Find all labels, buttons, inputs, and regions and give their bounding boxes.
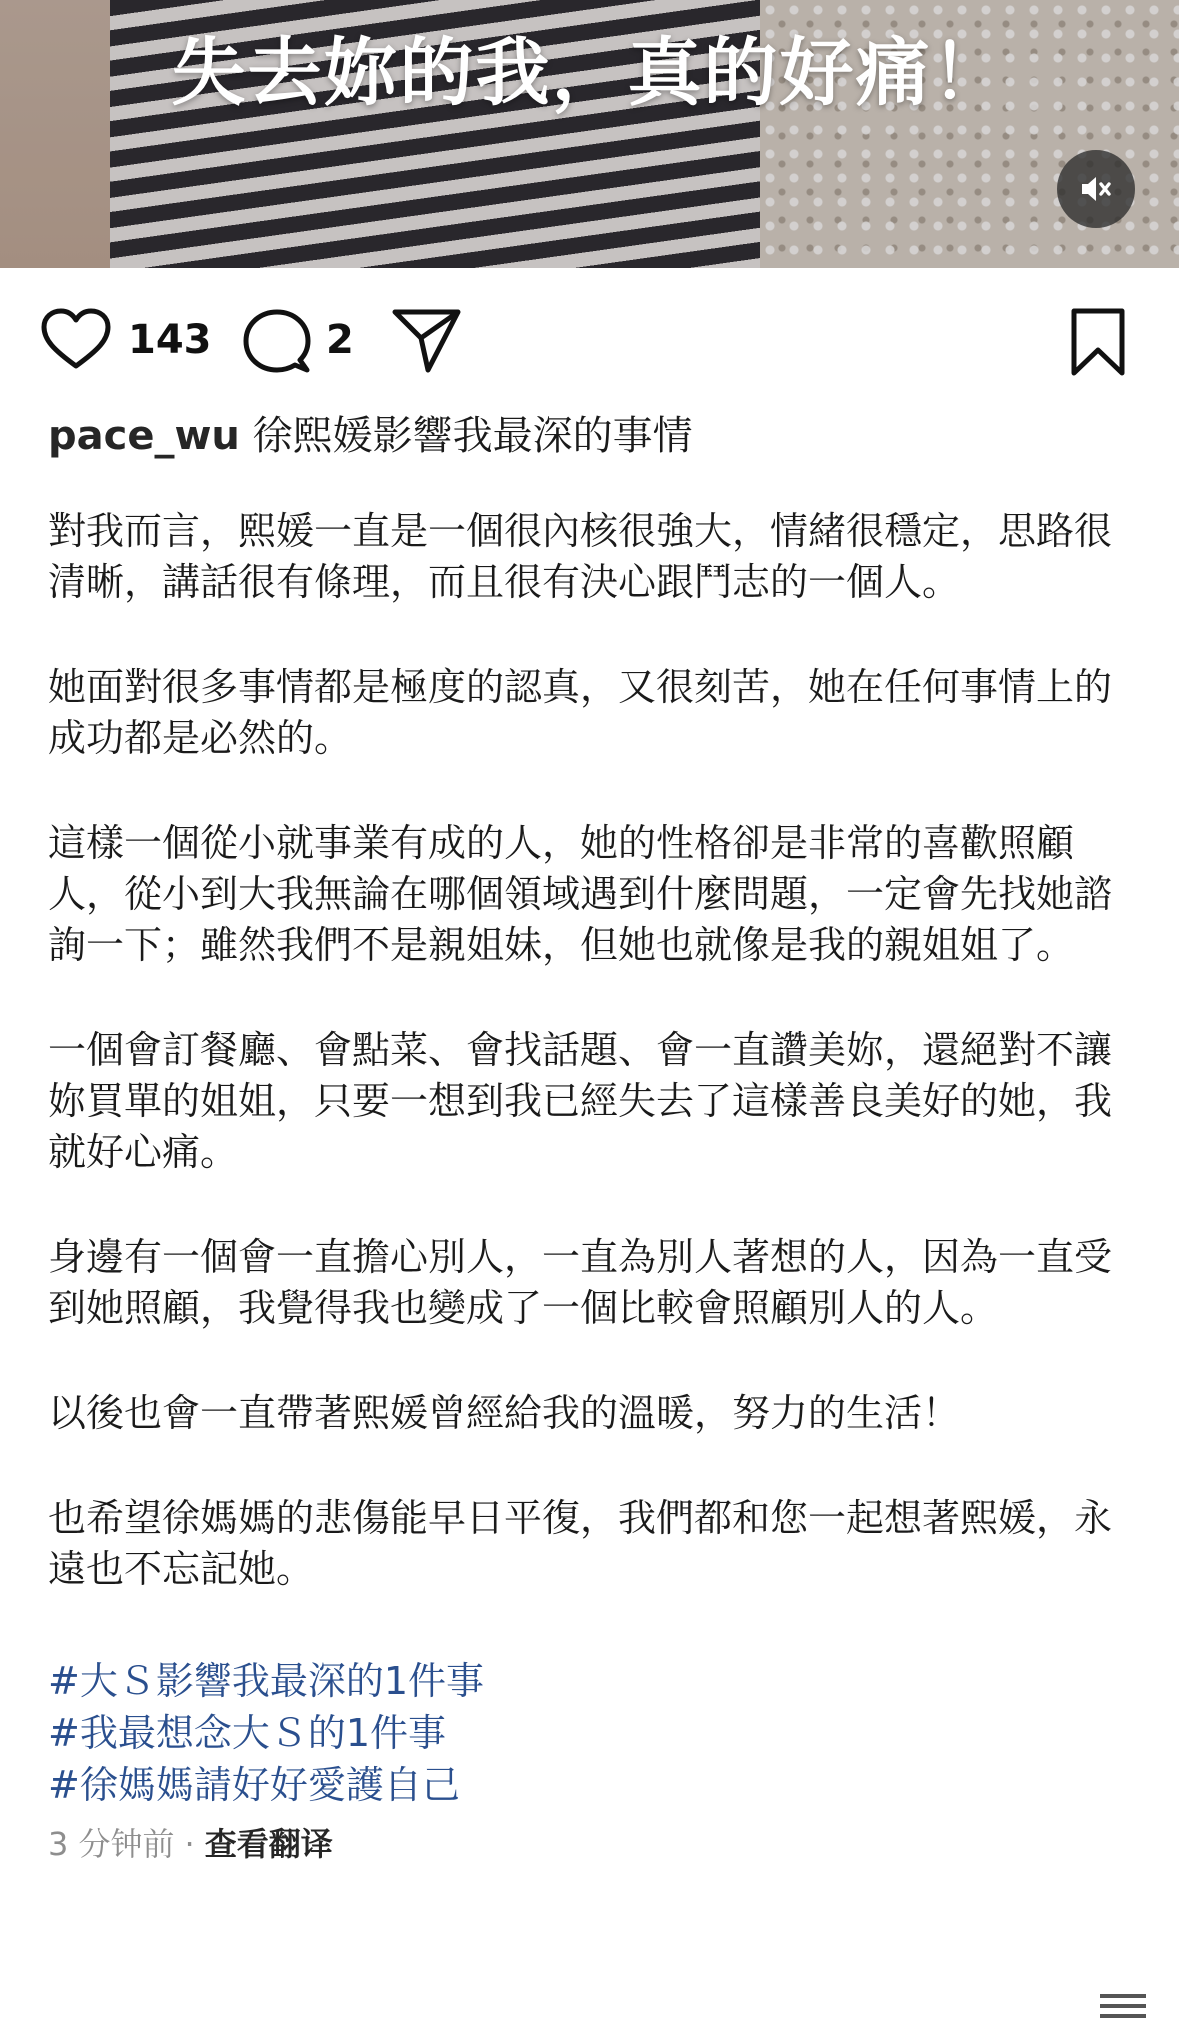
like-count[interactable]: 143 (128, 317, 212, 363)
video-player[interactable] (0, 0, 1179, 268)
hashtag-link[interactable]: #大Ｓ影響我最深的1件事 (48, 1659, 485, 1703)
paper-plane-icon[interactable] (390, 306, 464, 376)
caption-paragraph: 身邊有一個會一直擔心別人，一直為別人著想的人，因為一直受到她照顧，我覺得我也變成了一個比較會照顧別人的人。 (48, 1235, 1113, 1330)
bookmark-icon[interactable] (1068, 306, 1128, 378)
mute-button[interactable] (1057, 150, 1135, 228)
speaker-muted-icon (1076, 169, 1116, 209)
post-title: 徐熙媛影響我最深的事情 (252, 413, 693, 459)
hashtag-link[interactable]: #徐媽媽請好好愛護自己 (48, 1763, 460, 1807)
hashtag-list (48, 1655, 1138, 1811)
caption-paragraph: 她面對很多事情都是極度的認真，又很刻苦，她在任何事情上的成功都是必然的。 (48, 665, 1113, 760)
see-translation-button[interactable]: 查看翻译 (204, 1825, 333, 1863)
action-bar (0, 300, 1179, 380)
hamburger-menu-icon[interactable] (1100, 1993, 1146, 2019)
caption-paragraph: 也希望徐媽媽的悲傷能早日平復，我們都和您一起想著熙媛，永遠也不忘記她。 (48, 1496, 1113, 1591)
caption-paragraph: 以後也會一直帶著熙媛曾經給我的溫暖，努力的生活！ (48, 1391, 961, 1435)
caption-paragraph: 一個會訂餐廳、會點菜、會找話題、會一直讚美妳，還絕對不讓妳買單的姐姐，只要一想到我已經失去了這樣善良美好的她，我就好心痛。 (48, 1028, 1113, 1174)
video-caption: 失去妳的我，真的好痛！ (171, 30, 1008, 116)
hashtag-link[interactable]: #我最想念大Ｓ的1件事 (48, 1711, 447, 1755)
username-link[interactable]: pace_wu (48, 413, 240, 459)
comment-count[interactable]: 2 (326, 317, 354, 363)
separator-dot: · (184, 1825, 195, 1863)
heart-icon[interactable] (40, 308, 112, 372)
timestamp: 3 分钟前 (48, 1825, 175, 1863)
post-meta (48, 1819, 1138, 1869)
caption-paragraph: 對我而言，熙媛一直是一個很內核很強大，情緒很穩定，思路很清晰，講話很有條理，而且很有決心跟鬥志的一個人。 (48, 509, 1113, 604)
comment-bubble-icon[interactable] (242, 308, 312, 376)
caption-paragraph: 這樣一個從小就事業有成的人，她的性格卻是非常的喜歡照顧人，從小到大我無論在哪個領域遇到什麼問題，一定會先找她諮詢一下；雖然我們不是親姐妹，但她也就像是我的親姐姐了。 (48, 821, 1113, 967)
post-headline (48, 406, 1138, 466)
post-caption (48, 406, 1138, 1869)
